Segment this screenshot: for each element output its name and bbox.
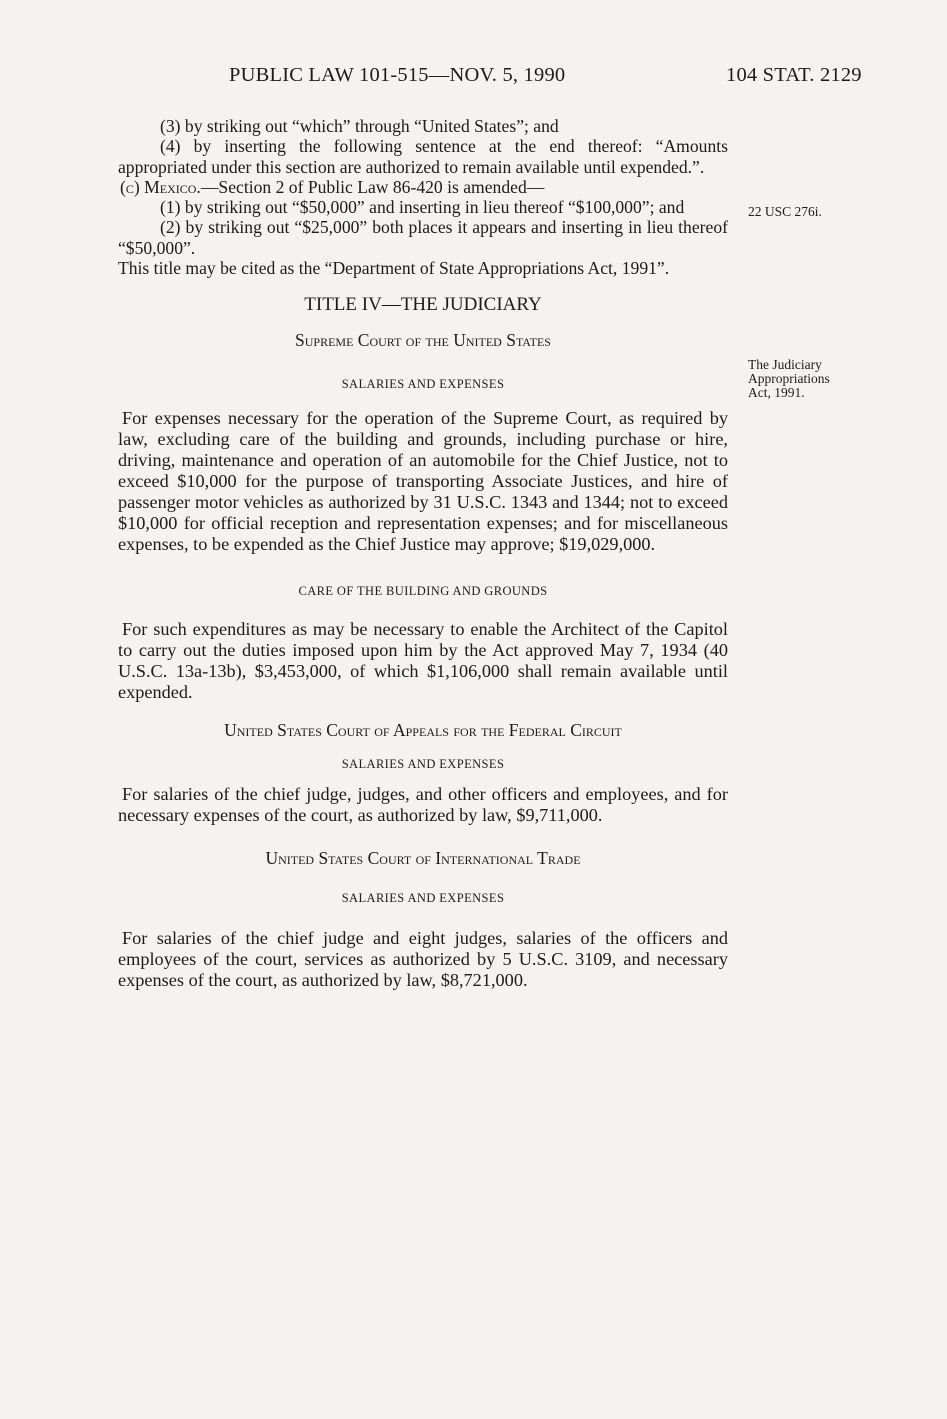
paragraph-international-trade: For salaries of the chief judge and eight judges, salaries of the officers and employees of the court, services as authorized by 5 U.S.C. 3109, and necessary expenses of the court, as authorized by law, $8,721,000. bbox=[118, 927, 728, 990]
running-header-stat-page: 104 STAT. 2129 bbox=[726, 64, 862, 86]
margin-note-usc: 22 USC 276i. bbox=[748, 204, 822, 219]
mexico-label: (c) Mexico. bbox=[120, 176, 201, 197]
paragraph-supreme-court-salaries: For expenses necessary for the operation of the Supreme Court, as required by law, excluding care of the building and grounds, including purchase or hire, driving, maintenance and operation of an automobile for the Chief Justice, not to exceed $10,000 for the purpose of transporting Associate Justices, and hire of passenger motor vehicles as authorized by 31 U.S.C. 1343 and 1344; not to exceed $10,000 for official reception and representation expenses; and for miscellaneous expenses, to be expended as the Chief Justice may approve; $19,029,000. bbox=[118, 408, 728, 555]
section-heading-federal-circuit: United States Court of Appeals for the Federal Circuit bbox=[224, 719, 622, 740]
subheading-salaries-expenses: SALARIES AND EXPENSES bbox=[341, 756, 505, 771]
margin-note-line: The Judiciary bbox=[748, 357, 822, 372]
margin-note-judiciary bbox=[748, 358, 898, 400]
subheading-care-building: CARE OF THE BUILDING AND GROUNDS bbox=[298, 584, 548, 599]
section-heading-supreme-court: Supreme Court of the United States bbox=[295, 329, 551, 350]
running-header-law: PUBLIC LAW 101-515—NOV. 5, 1990 bbox=[229, 64, 566, 86]
main-text-column bbox=[118, 116, 728, 991]
paragraph-item-2: (2) by striking out “$25,000” both places it appears and inserting in lieu thereof “$50,000”. bbox=[118, 217, 728, 258]
subheading-salaries-expenses: SALARIES AND EXPENSES bbox=[341, 376, 505, 391]
title-iv-heading: TITLE IV—THE JUDICIARY bbox=[304, 294, 542, 316]
section-heading-international-trade: United States Court of International Trade bbox=[265, 848, 581, 869]
paragraph-item-4: (4) by inserting the following sentence at the end thereof: “Amounts appropriated under this section are authorized to remain available until expended.”. bbox=[118, 136, 728, 177]
margin-note-line: Act, 1991. bbox=[748, 385, 805, 400]
subheading-salaries-expenses: SALARIES AND EXPENSES bbox=[341, 891, 505, 906]
margin-note-line: Appropriations bbox=[748, 371, 830, 386]
mexico-text: —Section 2 of Public Law 86-420 is amended— bbox=[200, 176, 545, 197]
paragraph-short-title: This title may be cited as the “Department of State Appropriations Act, 1991”. bbox=[118, 258, 670, 279]
paragraph-mexico bbox=[118, 177, 728, 197]
paragraph-federal-circuit: For salaries of the chief judge, judges, and other officers and employees, and for necessary expenses of the court, as authorized by law, $9,711,000. bbox=[118, 784, 728, 826]
paragraph-care-building: For such expenditures as may be necessary to enable the Architect of the Capitol to carry out the duties imposed upon him by the Act approved May 7, 1934 (40 U.S.C. 13a-13b), $3,453,000, of which $1,106,000 shall remain available until expended. bbox=[118, 618, 728, 702]
paragraph-item-1: (1) by striking out “$50,000” and inserting in lieu thereof “$100,000”; and bbox=[160, 197, 685, 218]
paragraph-item-3: (3) by striking out “which” through “United States”; and bbox=[160, 116, 559, 136]
